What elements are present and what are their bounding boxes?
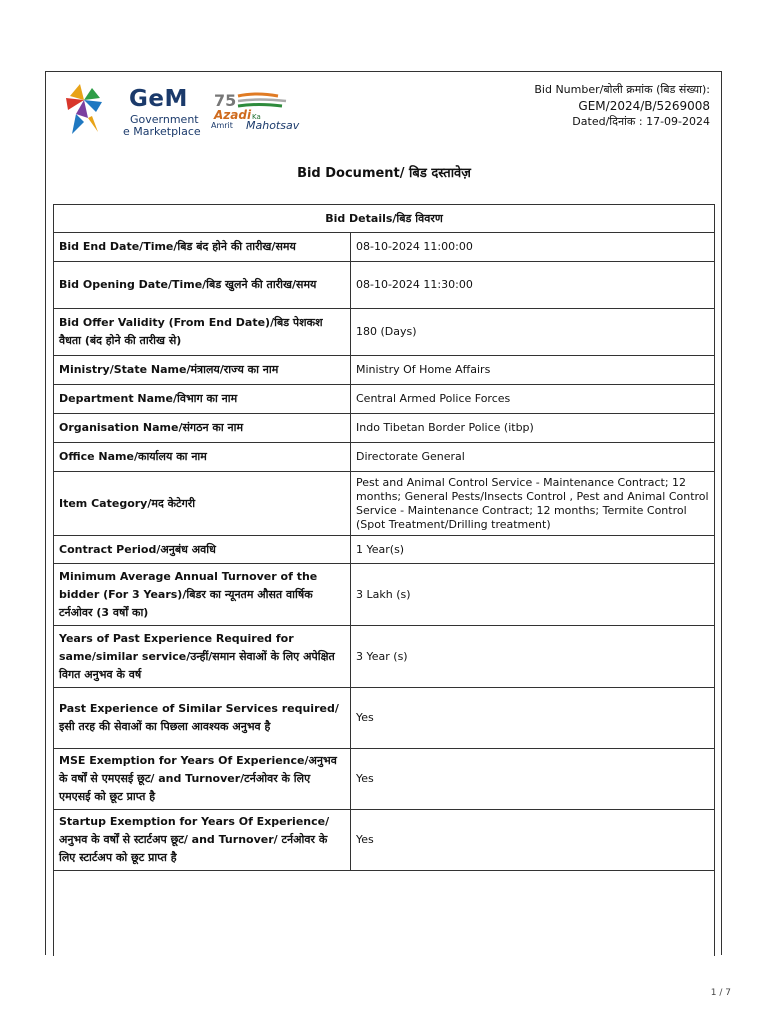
- bid-info: [534, 82, 710, 130]
- row-value: 08-10-2024 11:00:00: [351, 233, 715, 262]
- row-value: Pest and Animal Control Service - Maintenance Contract; 12 months; General Pests/Insects Control , Pest and Animal Control Service - Maintenance Contract; 12 months; Termite Control (Spot Treatment/Drilling treatment): [351, 472, 715, 536]
- row-label: Bid Opening Date/Time/बिड खुलने की तारीख/समय: [54, 262, 351, 309]
- table-continuation: [53, 866, 715, 956]
- table-row: [54, 472, 715, 536]
- row-value: Indo Tibetan Border Police (itbp): [351, 414, 715, 443]
- row-value: Directorate General: [351, 443, 715, 472]
- gem-subtitle-marketplace: e Marketplace: [123, 125, 201, 138]
- row-value: Ministry Of Home Affairs: [351, 356, 715, 385]
- row-label: Bid End Date/Time/बिड बंद होने की तारीख/समय: [54, 233, 351, 262]
- document-title: Bid Document/ बिड दस्तावेज़: [297, 166, 471, 181]
- row-value: 3 Lakh (s): [351, 564, 715, 626]
- table-row: [54, 262, 715, 309]
- row-label: Contract Period/अनुबंध अवधि: [54, 536, 351, 564]
- azadi-amrit: Amrit: [211, 121, 233, 130]
- row-value: Yes: [351, 749, 715, 810]
- table-row: [54, 233, 715, 262]
- table-row: [54, 536, 715, 564]
- azadi-word: Azadi: [214, 108, 252, 122]
- row-label: MSE Exemption for Years Of Experience/अनुभव के वर्षों से एमएसई छूट/ and Turnover/टर्नओवर के लिए एमएसई को छूट प्राप्त है: [54, 749, 351, 810]
- row-label: Ministry/State Name/मंत्रालय/राज्य का नाम: [54, 356, 351, 385]
- row-label: Item Category/मद केटेगरी: [54, 472, 351, 536]
- azadi-mahotsav: Mahotsav: [246, 119, 300, 132]
- row-label: Startup Exemption for Years Of Experience/अनुभव के वर्षों से स्टार्टअप छूट/ and Turnover/ टर्नओवर के लिए स्टार्टअप को छूट प्राप्त है: [54, 810, 351, 871]
- bid-number-label: Bid Number/बोली क्रमांक (बिड संख्या):: [534, 83, 710, 96]
- page-number: 1 / 7: [710, 988, 731, 998]
- row-label: Organisation Name/संगठन का नाम: [54, 414, 351, 443]
- table-row: [54, 810, 715, 871]
- table-row: [54, 414, 715, 443]
- row-label: Office Name/कार्यालय का नाम: [54, 443, 351, 472]
- table-row: [54, 564, 715, 626]
- row-value: Yes: [351, 810, 715, 871]
- table-row: [54, 309, 715, 356]
- row-label: Years of Past Experience Required for same/similar service/उन्हीं/समान सेवाओं के लिए अपेक्षित विगत अनुभव के वर्ष: [54, 626, 351, 688]
- row-value: 180 (Days): [351, 309, 715, 356]
- bid-number: GEM/2024/B/5269008: [578, 99, 710, 113]
- row-value: 1 Year(s): [351, 536, 715, 564]
- bid-dated: Dated/दिनांक : 17-09-2024: [572, 115, 710, 128]
- gem-subtitle-government: Government: [130, 113, 199, 126]
- row-label: Bid Offer Validity (From End Date)/बिड पेशकश वैधता (बंद होने की तारीख से): [54, 309, 351, 356]
- table-heading-row: [54, 205, 715, 233]
- gem-title: GeM: [129, 86, 188, 112]
- table-row: [54, 443, 715, 472]
- row-label: Department Name/विभाग का नाम: [54, 385, 351, 414]
- bid-details-table: [53, 204, 715, 871]
- row-value: 3 Year (s): [351, 626, 715, 688]
- table-heading: Bid Details/बिड विवरण: [54, 205, 715, 233]
- azadi-ka: Ka: [252, 113, 261, 121]
- svg-text:75: 75: [214, 91, 237, 110]
- table-row: [54, 385, 715, 414]
- table-row: [54, 356, 715, 385]
- row-value: Yes: [351, 688, 715, 749]
- row-value: Central Armed Police Forces: [351, 385, 715, 414]
- table-row: [54, 626, 715, 688]
- row-value: 08-10-2024 11:30:00: [351, 262, 715, 309]
- row-label: Past Experience of Similar Services required/इसी तरह की सेवाओं का पिछला आवश्यक अनुभव है: [54, 688, 351, 749]
- row-label: Minimum Average Annual Turnover of the bidder (For 3 Years)/बिडर का न्यूनतम औसत वार्षिक टर्नओवर (3 वर्षों का): [54, 564, 351, 626]
- table-row: [54, 688, 715, 749]
- table-row: [54, 749, 715, 810]
